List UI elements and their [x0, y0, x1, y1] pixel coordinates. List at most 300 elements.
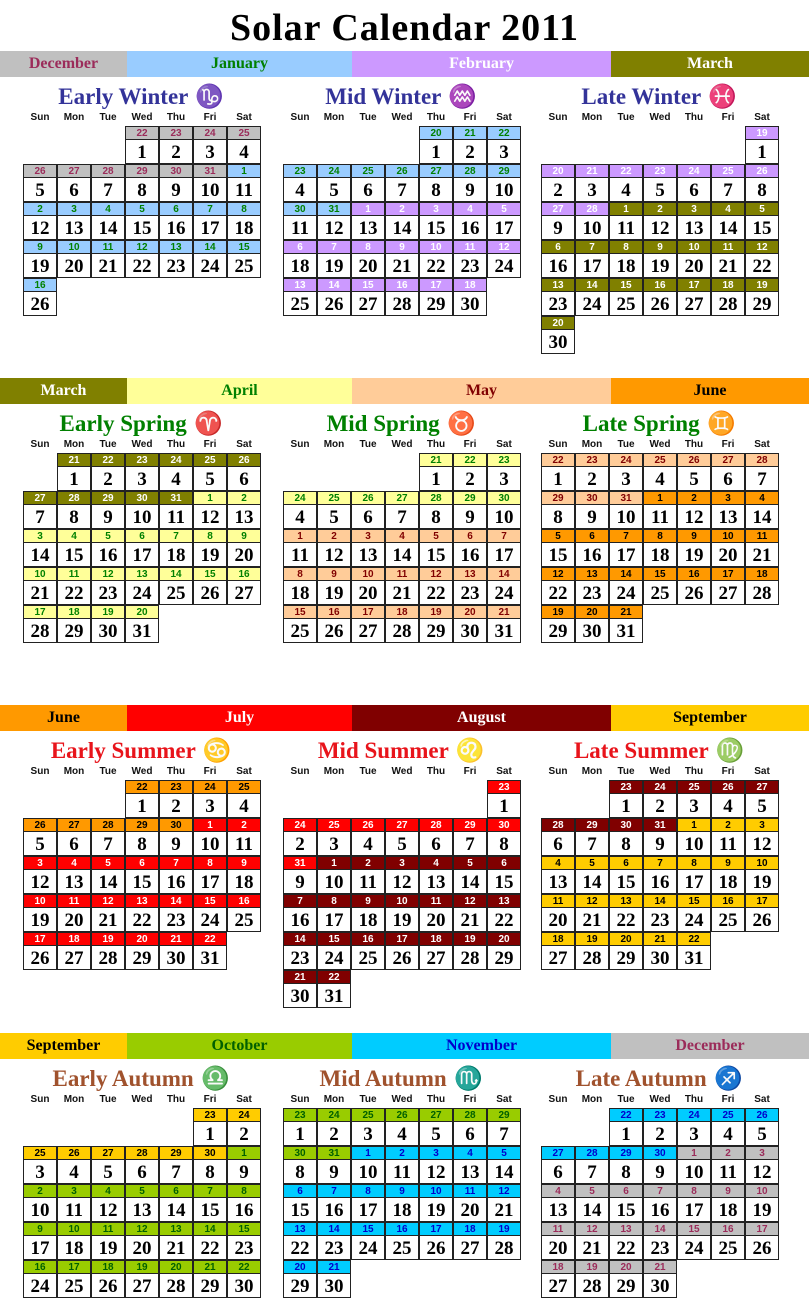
day-cell[interactable]: [609, 1146, 643, 1184]
day-cell[interactable]: [57, 240, 91, 278]
day-cell[interactable]: [317, 1260, 351, 1298]
day-cell[interactable]: [745, 1222, 779, 1260]
day-cell[interactable]: [193, 780, 227, 818]
day-cell[interactable]: [23, 164, 57, 202]
day-cell[interactable]: [745, 567, 779, 605]
day-cell[interactable]: [541, 567, 575, 605]
day-cell[interactable]: [677, 1146, 711, 1184]
day-cell[interactable]: [711, 1222, 745, 1260]
day-cell[interactable]: [677, 894, 711, 932]
day-cell[interactable]: [575, 240, 609, 278]
day-cell[interactable]: [283, 894, 317, 932]
day-cell[interactable]: [125, 240, 159, 278]
day-cell[interactable]: [745, 1146, 779, 1184]
day-cell[interactable]: [227, 894, 261, 932]
day-cell[interactable]: [419, 894, 453, 932]
day-cell[interactable]: [453, 164, 487, 202]
day-cell[interactable]: [419, 818, 453, 856]
day-cell[interactable]: [487, 491, 521, 529]
day-cell[interactable]: [227, 1146, 261, 1184]
day-cell[interactable]: [487, 856, 521, 894]
day-cell[interactable]: [193, 856, 227, 894]
day-cell[interactable]: [351, 856, 385, 894]
day-cell[interactable]: [159, 780, 193, 818]
day-cell[interactable]: [609, 1184, 643, 1222]
day-cell[interactable]: [125, 818, 159, 856]
day-cell[interactable]: [23, 529, 57, 567]
day-cell[interactable]: [643, 567, 677, 605]
day-cell[interactable]: [487, 529, 521, 567]
day-cell[interactable]: [91, 202, 125, 240]
day-cell[interactable]: [453, 453, 487, 491]
day-cell[interactable]: [317, 1222, 351, 1260]
day-cell[interactable]: [91, 491, 125, 529]
day-cell[interactable]: [487, 818, 521, 856]
day-cell[interactable]: [487, 1222, 521, 1260]
day-cell[interactable]: [317, 278, 351, 316]
day-cell[interactable]: [453, 1108, 487, 1146]
day-cell[interactable]: [419, 856, 453, 894]
day-cell[interactable]: [283, 856, 317, 894]
day-cell[interactable]: [419, 202, 453, 240]
day-cell[interactable]: [643, 818, 677, 856]
day-cell[interactable]: [351, 491, 385, 529]
day-cell[interactable]: [745, 818, 779, 856]
day-cell[interactable]: [609, 567, 643, 605]
day-cell[interactable]: [453, 567, 487, 605]
day-cell[interactable]: [677, 278, 711, 316]
day-cell[interactable]: [541, 453, 575, 491]
day-cell[interactable]: [711, 453, 745, 491]
day-cell[interactable]: [57, 605, 91, 643]
day-cell[interactable]: [227, 567, 261, 605]
day-cell[interactable]: [711, 491, 745, 529]
day-cell[interactable]: [283, 605, 317, 643]
day-cell[interactable]: [193, 1146, 227, 1184]
day-cell[interactable]: [711, 818, 745, 856]
day-cell[interactable]: [575, 529, 609, 567]
day-cell[interactable]: [677, 780, 711, 818]
day-cell[interactable]: [385, 1146, 419, 1184]
day-cell[interactable]: [453, 605, 487, 643]
day-cell[interactable]: [487, 126, 521, 164]
day-cell[interactable]: [453, 491, 487, 529]
day-cell[interactable]: [419, 932, 453, 970]
day-cell[interactable]: [419, 567, 453, 605]
day-cell[interactable]: [351, 932, 385, 970]
day-cell[interactable]: [317, 202, 351, 240]
day-cell[interactable]: [419, 126, 453, 164]
day-cell[interactable]: [91, 1260, 125, 1298]
day-cell[interactable]: [227, 818, 261, 856]
day-cell[interactable]: [283, 1108, 317, 1146]
day-cell[interactable]: [57, 856, 91, 894]
day-cell[interactable]: [23, 278, 57, 316]
day-cell[interactable]: [385, 605, 419, 643]
day-cell[interactable]: [57, 1146, 91, 1184]
day-cell[interactable]: [541, 1260, 575, 1298]
day-cell[interactable]: [159, 932, 193, 970]
day-cell[interactable]: [677, 856, 711, 894]
day-cell[interactable]: [91, 453, 125, 491]
day-cell[interactable]: [385, 1108, 419, 1146]
day-cell[interactable]: [23, 856, 57, 894]
day-cell[interactable]: [193, 1222, 227, 1260]
day-cell[interactable]: [57, 164, 91, 202]
day-cell[interactable]: [159, 164, 193, 202]
day-cell[interactable]: [57, 491, 91, 529]
day-cell[interactable]: [91, 818, 125, 856]
day-cell[interactable]: [193, 529, 227, 567]
day-cell[interactable]: [385, 856, 419, 894]
day-cell[interactable]: [317, 1108, 351, 1146]
day-cell[interactable]: [575, 1184, 609, 1222]
day-cell[interactable]: [317, 818, 351, 856]
day-cell[interactable]: [677, 932, 711, 970]
day-cell[interactable]: [643, 1184, 677, 1222]
day-cell[interactable]: [159, 894, 193, 932]
day-cell[interactable]: [125, 780, 159, 818]
day-cell[interactable]: [609, 932, 643, 970]
day-cell[interactable]: [385, 491, 419, 529]
day-cell[interactable]: [227, 240, 261, 278]
day-cell[interactable]: [711, 278, 745, 316]
day-cell[interactable]: [609, 780, 643, 818]
day-cell[interactable]: [609, 529, 643, 567]
day-cell[interactable]: [677, 1184, 711, 1222]
day-cell[interactable]: [125, 1260, 159, 1298]
day-cell[interactable]: [385, 240, 419, 278]
day-cell[interactable]: [609, 491, 643, 529]
day-cell[interactable]: [419, 278, 453, 316]
day-cell[interactable]: [351, 278, 385, 316]
day-cell[interactable]: [385, 1184, 419, 1222]
day-cell[interactable]: [453, 894, 487, 932]
day-cell[interactable]: [351, 1146, 385, 1184]
day-cell[interactable]: [643, 856, 677, 894]
day-cell[interactable]: [575, 1222, 609, 1260]
day-cell[interactable]: [23, 567, 57, 605]
day-cell[interactable]: [487, 932, 521, 970]
day-cell[interactable]: [193, 453, 227, 491]
day-cell[interactable]: [159, 126, 193, 164]
day-cell[interactable]: [23, 894, 57, 932]
day-cell[interactable]: [677, 1108, 711, 1146]
day-cell[interactable]: [575, 491, 609, 529]
day-cell[interactable]: [453, 818, 487, 856]
day-cell[interactable]: [745, 240, 779, 278]
day-cell[interactable]: [541, 278, 575, 316]
day-cell[interactable]: [541, 1222, 575, 1260]
day-cell[interactable]: [453, 1222, 487, 1260]
day-cell[interactable]: [541, 529, 575, 567]
day-cell[interactable]: [575, 818, 609, 856]
day-cell[interactable]: [385, 894, 419, 932]
day-cell[interactable]: [385, 818, 419, 856]
day-cell[interactable]: [91, 529, 125, 567]
day-cell[interactable]: [385, 202, 419, 240]
day-cell[interactable]: [609, 164, 643, 202]
day-cell[interactable]: [193, 894, 227, 932]
day-cell[interactable]: [317, 164, 351, 202]
day-cell[interactable]: [23, 491, 57, 529]
day-cell[interactable]: [227, 202, 261, 240]
day-cell[interactable]: [283, 932, 317, 970]
day-cell[interactable]: [193, 164, 227, 202]
day-cell[interactable]: [159, 202, 193, 240]
day-cell[interactable]: [351, 605, 385, 643]
day-cell[interactable]: [711, 529, 745, 567]
day-cell[interactable]: [283, 818, 317, 856]
day-cell[interactable]: [711, 567, 745, 605]
day-cell[interactable]: [453, 1184, 487, 1222]
day-cell[interactable]: [575, 1260, 609, 1298]
day-cell[interactable]: [541, 1184, 575, 1222]
day-cell[interactable]: [541, 316, 575, 354]
day-cell[interactable]: [541, 491, 575, 529]
day-cell[interactable]: [91, 240, 125, 278]
day-cell[interactable]: [91, 856, 125, 894]
day-cell[interactable]: [351, 529, 385, 567]
day-cell[interactable]: [227, 529, 261, 567]
day-cell[interactable]: [159, 491, 193, 529]
day-cell[interactable]: [317, 567, 351, 605]
day-cell[interactable]: [453, 202, 487, 240]
day-cell[interactable]: [125, 529, 159, 567]
day-cell[interactable]: [125, 491, 159, 529]
day-cell[interactable]: [643, 932, 677, 970]
day-cell[interactable]: [643, 1222, 677, 1260]
day-cell[interactable]: [575, 567, 609, 605]
day-cell[interactable]: [609, 605, 643, 643]
day-cell[interactable]: [125, 1184, 159, 1222]
day-cell[interactable]: [227, 491, 261, 529]
day-cell[interactable]: [609, 453, 643, 491]
day-cell[interactable]: [453, 240, 487, 278]
day-cell[interactable]: [193, 932, 227, 970]
day-cell[interactable]: [643, 491, 677, 529]
day-cell[interactable]: [385, 932, 419, 970]
day-cell[interactable]: [453, 126, 487, 164]
day-cell[interactable]: [283, 529, 317, 567]
day-cell[interactable]: [57, 932, 91, 970]
day-cell[interactable]: [125, 453, 159, 491]
day-cell[interactable]: [23, 1260, 57, 1298]
day-cell[interactable]: [677, 453, 711, 491]
day-cell[interactable]: [487, 164, 521, 202]
day-cell[interactable]: [125, 894, 159, 932]
day-cell[interactable]: [643, 894, 677, 932]
day-cell[interactable]: [91, 567, 125, 605]
day-cell[interactable]: [351, 1184, 385, 1222]
day-cell[interactable]: [609, 1108, 643, 1146]
day-cell[interactable]: [125, 1222, 159, 1260]
day-cell[interactable]: [677, 1222, 711, 1260]
day-cell[interactable]: [23, 240, 57, 278]
day-cell[interactable]: [419, 1108, 453, 1146]
day-cell[interactable]: [487, 780, 521, 818]
day-cell[interactable]: [643, 780, 677, 818]
day-cell[interactable]: [351, 240, 385, 278]
day-cell[interactable]: [385, 529, 419, 567]
day-cell[interactable]: [575, 202, 609, 240]
day-cell[interactable]: [159, 1146, 193, 1184]
day-cell[interactable]: [91, 1222, 125, 1260]
day-cell[interactable]: [125, 856, 159, 894]
day-cell[interactable]: [487, 1146, 521, 1184]
day-cell[interactable]: [487, 605, 521, 643]
day-cell[interactable]: [283, 202, 317, 240]
day-cell[interactable]: [23, 818, 57, 856]
day-cell[interactable]: [227, 453, 261, 491]
day-cell[interactable]: [193, 1184, 227, 1222]
day-cell[interactable]: [711, 1184, 745, 1222]
day-cell[interactable]: [283, 278, 317, 316]
day-cell[interactable]: [125, 126, 159, 164]
day-cell[interactable]: [453, 1146, 487, 1184]
day-cell[interactable]: [125, 1146, 159, 1184]
day-cell[interactable]: [677, 164, 711, 202]
day-cell[interactable]: [125, 932, 159, 970]
day-cell[interactable]: [57, 1184, 91, 1222]
day-cell[interactable]: [227, 164, 261, 202]
day-cell[interactable]: [57, 202, 91, 240]
day-cell[interactable]: [609, 894, 643, 932]
day-cell[interactable]: [283, 491, 317, 529]
day-cell[interactable]: [541, 240, 575, 278]
day-cell[interactable]: [91, 1184, 125, 1222]
day-cell[interactable]: [125, 164, 159, 202]
day-cell[interactable]: [575, 278, 609, 316]
day-cell[interactable]: [23, 605, 57, 643]
day-cell[interactable]: [317, 1184, 351, 1222]
day-cell[interactable]: [91, 1146, 125, 1184]
day-cell[interactable]: [453, 856, 487, 894]
day-cell[interactable]: [23, 932, 57, 970]
day-cell[interactable]: [677, 567, 711, 605]
day-cell[interactable]: [419, 453, 453, 491]
day-cell[interactable]: [193, 126, 227, 164]
day-cell[interactable]: [541, 202, 575, 240]
day-cell[interactable]: [283, 164, 317, 202]
day-cell[interactable]: [159, 240, 193, 278]
day-cell[interactable]: [193, 1108, 227, 1146]
day-cell[interactable]: [711, 856, 745, 894]
day-cell[interactable]: [159, 529, 193, 567]
day-cell[interactable]: [351, 202, 385, 240]
day-cell[interactable]: [227, 1260, 261, 1298]
day-cell[interactable]: [317, 1146, 351, 1184]
day-cell[interactable]: [317, 932, 351, 970]
day-cell[interactable]: [609, 1222, 643, 1260]
day-cell[interactable]: [745, 491, 779, 529]
day-cell[interactable]: [609, 818, 643, 856]
day-cell[interactable]: [453, 932, 487, 970]
day-cell[interactable]: [317, 970, 351, 1008]
day-cell[interactable]: [745, 1184, 779, 1222]
day-cell[interactable]: [317, 856, 351, 894]
day-cell[interactable]: [711, 780, 745, 818]
day-cell[interactable]: [541, 818, 575, 856]
day-cell[interactable]: [159, 453, 193, 491]
day-cell[interactable]: [283, 1260, 317, 1298]
day-cell[interactable]: [385, 1222, 419, 1260]
day-cell[interactable]: [227, 780, 261, 818]
day-cell[interactable]: [283, 1146, 317, 1184]
day-cell[interactable]: [643, 202, 677, 240]
day-cell[interactable]: [745, 278, 779, 316]
day-cell[interactable]: [193, 567, 227, 605]
day-cell[interactable]: [159, 818, 193, 856]
day-cell[interactable]: [541, 894, 575, 932]
day-cell[interactable]: [677, 818, 711, 856]
day-cell[interactable]: [351, 567, 385, 605]
day-cell[interactable]: [193, 491, 227, 529]
day-cell[interactable]: [419, 1184, 453, 1222]
day-cell[interactable]: [711, 164, 745, 202]
day-cell[interactable]: [23, 202, 57, 240]
day-cell[interactable]: [745, 126, 779, 164]
day-cell[interactable]: [643, 278, 677, 316]
day-cell[interactable]: [283, 1184, 317, 1222]
day-cell[interactable]: [227, 1108, 261, 1146]
day-cell[interactable]: [575, 1146, 609, 1184]
day-cell[interactable]: [317, 529, 351, 567]
day-cell[interactable]: [643, 529, 677, 567]
day-cell[interactable]: [541, 164, 575, 202]
day-cell[interactable]: [541, 1146, 575, 1184]
day-cell[interactable]: [609, 1260, 643, 1298]
day-cell[interactable]: [317, 491, 351, 529]
day-cell[interactable]: [487, 1108, 521, 1146]
day-cell[interactable]: [227, 856, 261, 894]
day-cell[interactable]: [23, 1222, 57, 1260]
day-cell[interactable]: [677, 529, 711, 567]
day-cell[interactable]: [575, 164, 609, 202]
day-cell[interactable]: [677, 240, 711, 278]
day-cell[interactable]: [91, 932, 125, 970]
day-cell[interactable]: [283, 970, 317, 1008]
day-cell[interactable]: [385, 164, 419, 202]
day-cell[interactable]: [351, 164, 385, 202]
day-cell[interactable]: [159, 567, 193, 605]
day-cell[interactable]: [609, 856, 643, 894]
day-cell[interactable]: [227, 1184, 261, 1222]
day-cell[interactable]: [317, 240, 351, 278]
day-cell[interactable]: [419, 1222, 453, 1260]
day-cell[interactable]: [23, 1146, 57, 1184]
day-cell[interactable]: [745, 529, 779, 567]
day-cell[interactable]: [91, 894, 125, 932]
day-cell[interactable]: [711, 202, 745, 240]
day-cell[interactable]: [453, 529, 487, 567]
day-cell[interactable]: [385, 567, 419, 605]
day-cell[interactable]: [575, 932, 609, 970]
day-cell[interactable]: [487, 240, 521, 278]
day-cell[interactable]: [419, 491, 453, 529]
day-cell[interactable]: [125, 202, 159, 240]
day-cell[interactable]: [317, 605, 351, 643]
day-cell[interactable]: [125, 605, 159, 643]
day-cell[interactable]: [57, 1222, 91, 1260]
day-cell[interactable]: [57, 894, 91, 932]
day-cell[interactable]: [745, 856, 779, 894]
day-cell[interactable]: [283, 1222, 317, 1260]
day-cell[interactable]: [351, 1108, 385, 1146]
day-cell[interactable]: [453, 278, 487, 316]
day-cell[interactable]: [57, 529, 91, 567]
day-cell[interactable]: [419, 605, 453, 643]
